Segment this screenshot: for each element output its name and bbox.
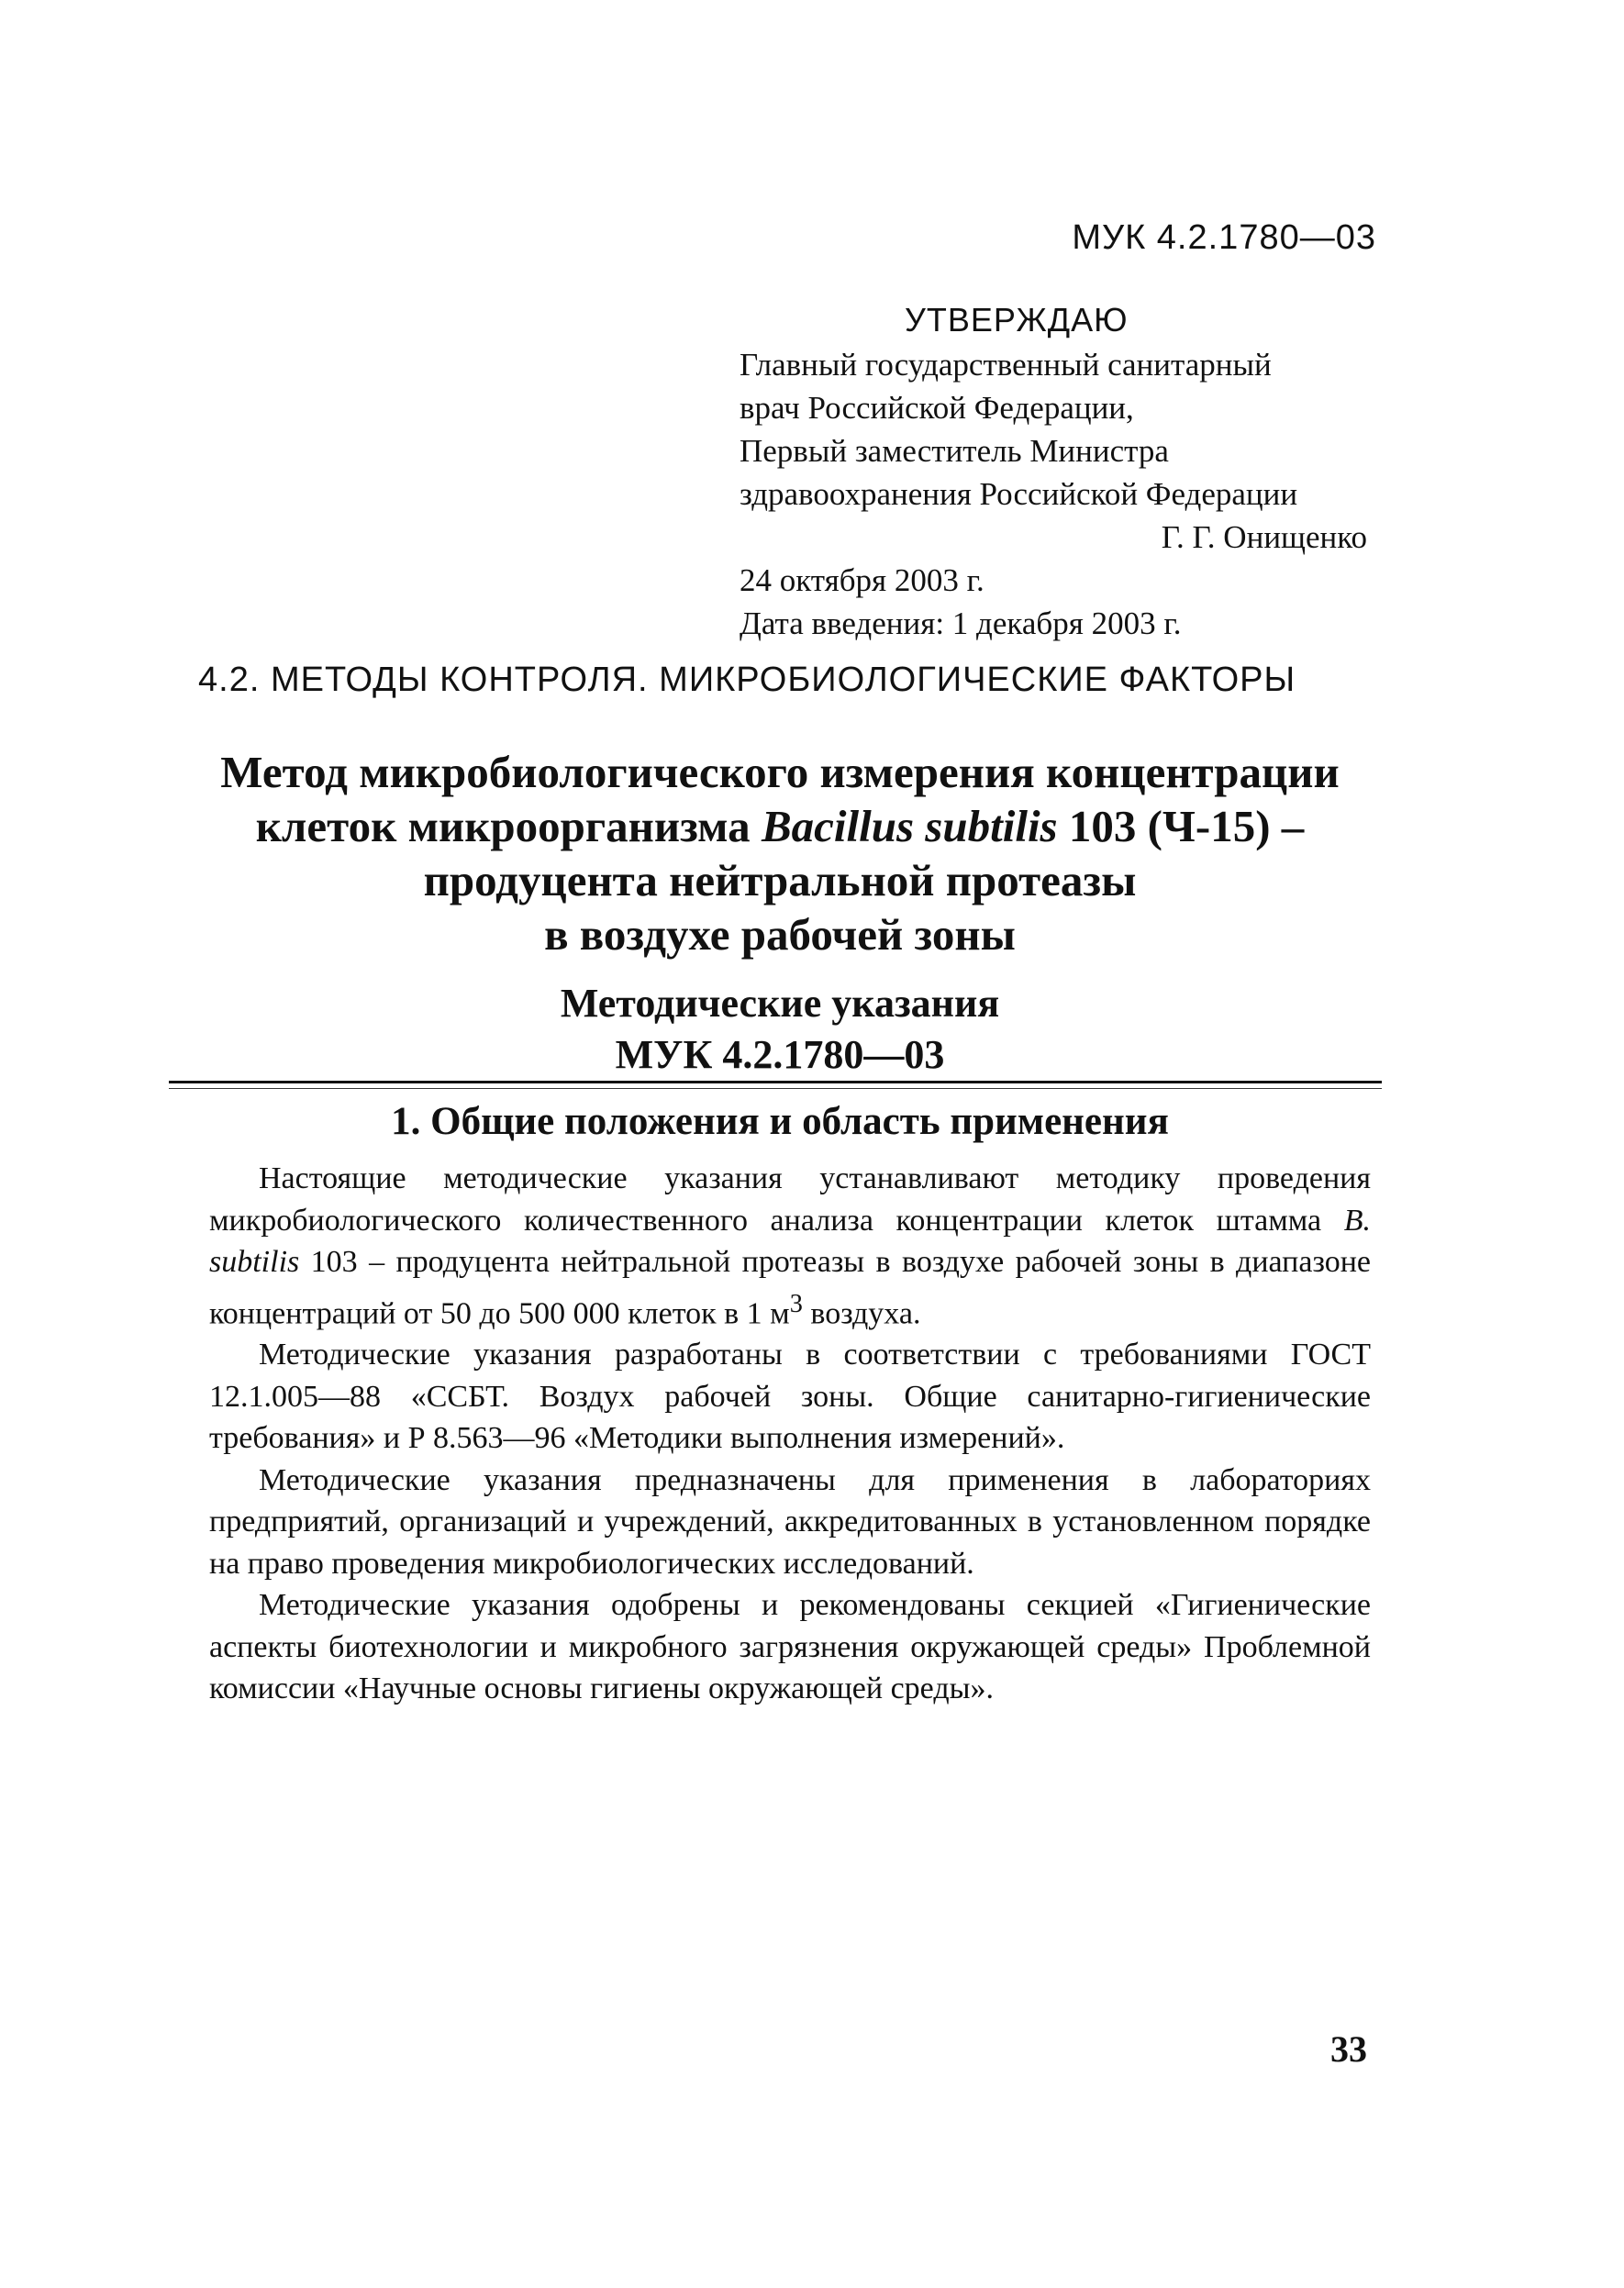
document-code: МУК 4.2.1780—03 [615, 1032, 945, 1077]
document-type: Методические указания [560, 981, 1000, 1026]
title-line: Метод микробиологического измерения концентрации [220, 747, 1340, 797]
paragraph: Методические указания разработаны в соответствии с требованиями ГОСТ 12.1.005—88 «ССБТ. Воздух рабочей зоны. Общие санитарно-гигиенические требования» и Р 8.563—96 «Методики выполнения измерений». [209, 1338, 1371, 1456]
paragraph: Методические указания предназначены для применения в лабораториях предприятий, организаций и учреждений, аккредитованных в установленном порядке на право проведения микробиологических исследований. [209, 1462, 1371, 1581]
title-line [165, 799, 1395, 853]
section-heading: 1. Общие положения и область применения [391, 1100, 1169, 1143]
title-line: в воздухе рабочей зоны [544, 909, 1016, 960]
effective-date: Дата введения: 1 декабря 2003 г. [740, 605, 1182, 641]
divider-rule [169, 1081, 1382, 1083]
approval-block [740, 298, 1373, 645]
title-text: клеток микроорганизма [255, 801, 762, 851]
page-number: 33 [1330, 2028, 1367, 2070]
section-classification: 4.2. МЕТОДЫ КОНТРОЛЯ. МИКРОБИОЛОГИЧЕСКИЕ ФАКТОРЫ [198, 661, 1296, 699]
document-code-header: МУК 4.2.1780—03 [1072, 218, 1376, 257]
divider-rule [169, 1088, 1382, 1089]
approver-position-line: врач Российской Федерации, [740, 390, 1134, 426]
section-body [209, 1158, 1371, 1710]
paragraph: Методические указания одобрены и рекомендованы секцией «Гигиенические аспекты биотехнологии и микробного загрязнения окружающей среды» Проблемной комиссии «Научные основы гигиены окружающей среды». [209, 1588, 1371, 1706]
document-subtitle [165, 978, 1395, 1081]
approval-date: 24 октября 2003 г. [740, 562, 984, 598]
approver-position-line: Главный государственный санитарный [740, 347, 1272, 383]
paragraph: Настоящие методические указания устанавливают методику проведения микробиологического количественного анализа концентрации клеток штамма B. subtilis 103 – продуцента нейтральной протеазы в воздухе рабочей зоны в диапазоне концентраций от 50 до 500 000 клеток в 1 $м^3$ воздуха. [209, 1161, 1371, 1330]
approver-name: Г. Г. Онищенко [1161, 519, 1367, 555]
species-name: B. subtilis [209, 1203, 1371, 1279]
title-text: 103 (Ч-15) – [1057, 801, 1305, 851]
document-title [165, 745, 1395, 961]
approval-heading: УТВЕРЖДАЮ [905, 301, 1129, 339]
superscript: 3 [789, 1289, 803, 1318]
approver-position-line: Первый заместитель Министра [740, 433, 1169, 469]
approver-position-line: здравоохранения Российской Федерации [740, 476, 1298, 512]
species-name: Bacillus subtilis [761, 801, 1058, 851]
title-line: продуцента нейтральной протеазы [423, 855, 1137, 905]
